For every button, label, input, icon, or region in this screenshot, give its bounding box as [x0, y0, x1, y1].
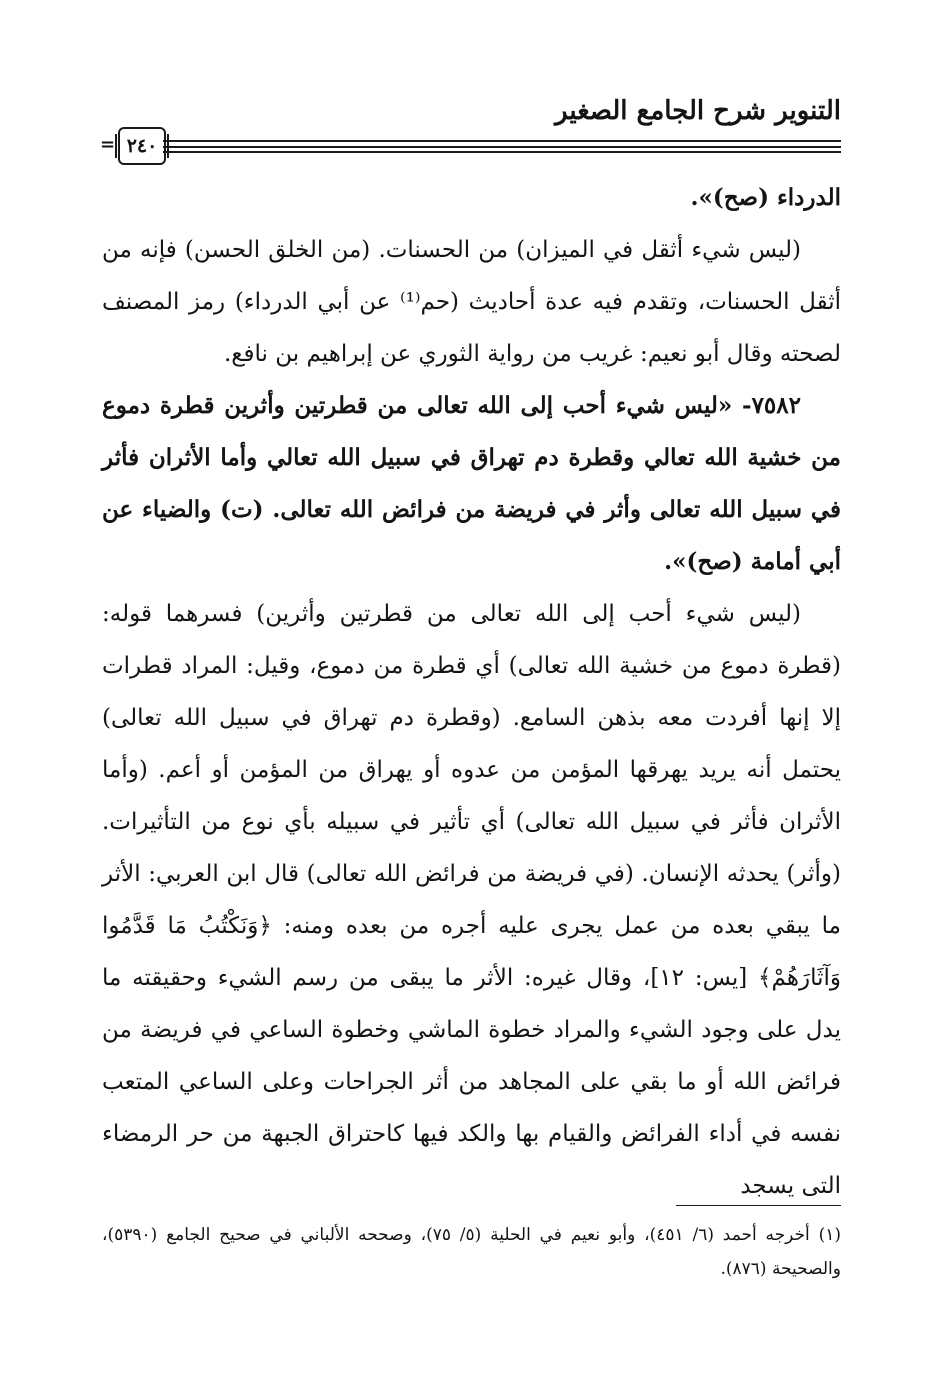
footnote-separator [676, 1205, 841, 1206]
paragraph-commentary-2: (ليس شيء أحب إلى الله تعالى من قطرتين وأثرين) فسرهما قوله: (قطرة دموع من خشية الله تعالى) أي قطرة من دموع، وقيل: المراد قطرات إلا إنها أفردت معه بذهن السامع. (وقطرة دم تهراق في سبيل الله تعالى) يحتمل أنه يريد يهرقها المؤمن من عدوه أو يهراق من المؤمن أو أعم. (وأما الأثران فأثر في سبيل الله تعالى) أي تأثير في سبيله بأي نوع من التأثيرات. (وأثر) يحدثه الإنسان. (في فريضة من فرائض الله تعالى) قال ابن العربي: الأثر ما يبقي بعده من عمل يجرى عليه أجره من بعده ومنه: ﴿وَنَكْتُبُ مَا قَدَّمُوا وَآثَارَهُمْ﴾ [يس: ١٢]، وقال غيره: الأثر ما يبقى من رسم الشيء وحقيقته ما يدل على وجود الشيء والمراد خطوة الماشي وخطوة الساعي في فريضة من فرائض الله أو ما بقي على المجاهد من أثر الجراحات وعلى الساعي المتعب نفسه في أداء الفرائض والقيام بها والكد فيها كاحتراق الجبهة من حر الرمضاء التى يسجد [102, 601, 842, 1199]
paragraph-commentary-1: (ليس شيء أثقل في الميزان) من الحسنات. (من الخلق الحسن) فإنه من أثقل الحسنات، وتقدم فيه عدة أحاديث (حم⁽¹⁾ عن أبي الدرداء) رمز المصنف لصحته وقال أبو نعيم: غريب من رواية الثوري عن إبراهيم بن نافع. [102, 237, 842, 367]
page-number-dash: = [100, 134, 116, 155]
running-header-title: التنوير شرح الجامع الصغير [555, 96, 841, 126]
header-rule-bottom [163, 151, 841, 153]
page-number: ٢٤٠ [126, 135, 158, 157]
paragraph-hadith-7582: ٧٥٨٢- «ليس شيء أحب إلى الله تعالى من قطرتين وأثرين قطرة دموع من خشية الله تعالي وقطرة دم تهراق في سبيل الله تعالي وأما الأثران فأثر في سبيل الله تعالى وأثر في فريضة من فرائض الله تعالى. (ت) والضياء عن أبي أمامة (صح)». [102, 392, 841, 575]
page-number-box [118, 127, 166, 165]
paragraph-continuation: الدرداء (صح)». [690, 184, 841, 211]
main-text [102, 172, 841, 1212]
footnote-1: (١) أخرجه أحمد (٦/ ٤٥١)، وأبو نعيم في الحلية (٥/ ٧٥)، وصححه الألباني في صحيح الجامع (٥٣٩٠)، والصحيحة (٨٧٦). [102, 1225, 841, 1279]
header-rule-top [163, 140, 841, 142]
header-rule-middle [163, 146, 841, 148]
